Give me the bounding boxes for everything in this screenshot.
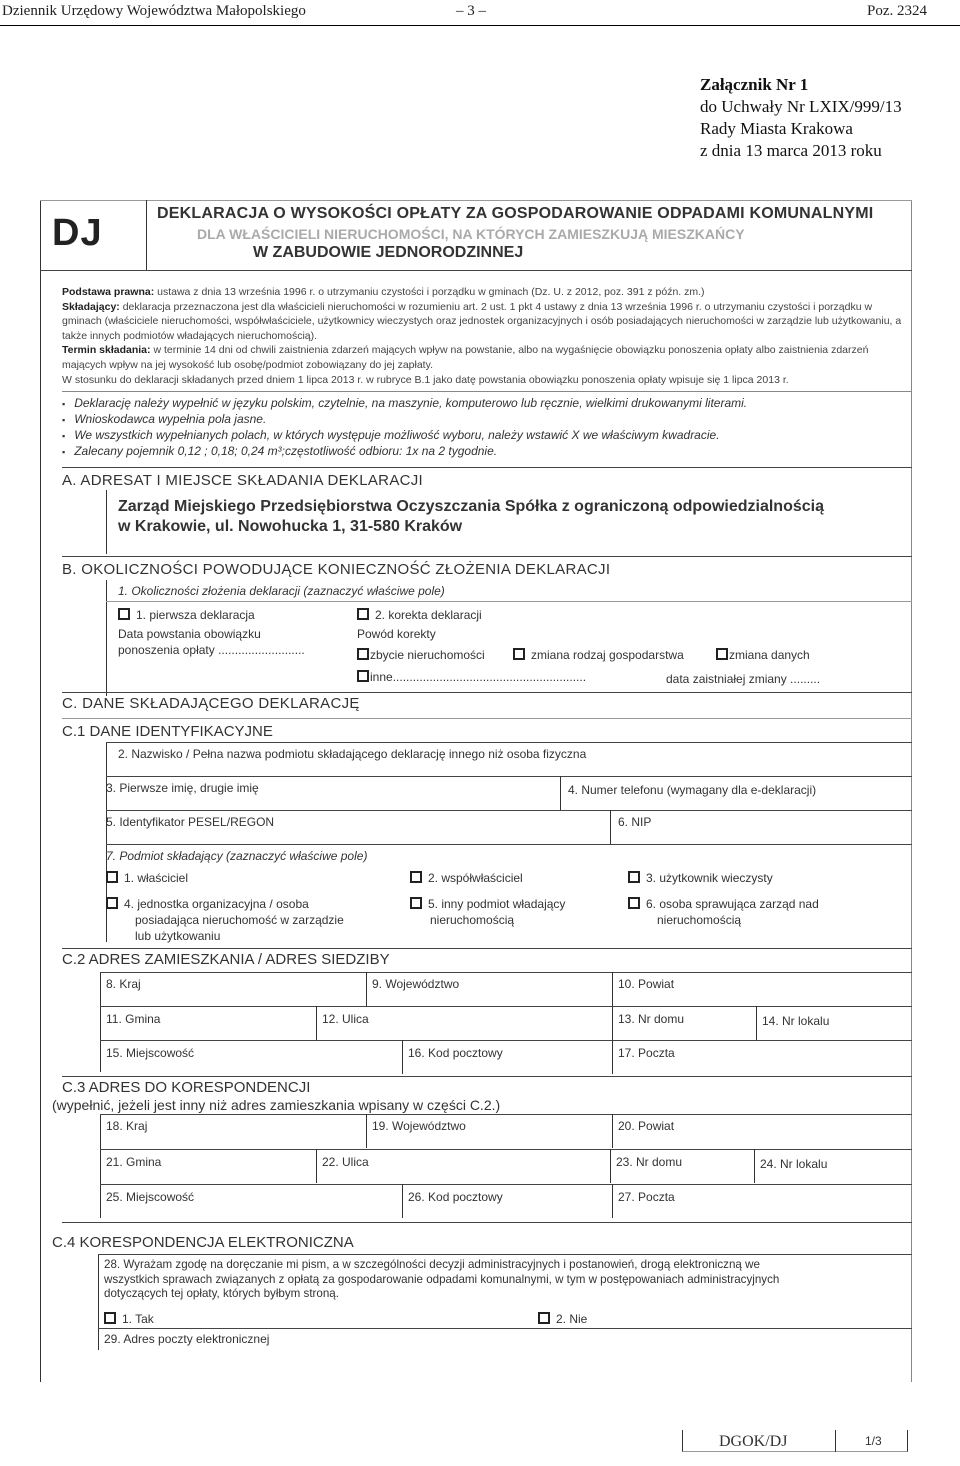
form-title: DEKLARACJA O WYSOKOŚCI OPŁATY ZA GOSPODAROWANIE ODPADAMI KOMUNALNYMI DLA WŁAŚCICIELI NIERUCHOMOŚCI, NA KTÓRYCH ZAMIESZKUJĄ MIESZKAŃCY W ZABUDOWIE JEDNORODZINNEJ [157,205,874,261]
circumstances-label: 1. Okoliczności złożenia deklaracji (zaznaczyć właściwe pole) [118,584,445,598]
street-field[interactable]: 12. Ulica [322,1012,369,1026]
commune-field[interactable]: 11. Gmina [106,1012,161,1026]
country-field[interactable]: 8. Kraj [106,977,141,991]
checkbox[interactable] [716,648,728,660]
other-option[interactable]: inne.......................................................... [357,670,586,684]
checkbox[interactable] [628,871,640,883]
co-owner-option[interactable]: 2. współwłaściciel [410,871,523,885]
checkbox[interactable] [513,648,525,660]
instruction-item: ▪ We wszystkich wypełnianych polach, w których występuje możliwość wyboru, należy wstawić X we właściwym kwadracie. [62,428,882,444]
household-type-option[interactable]: zmiana rodzaj gospodarstwa [513,648,684,662]
corr-county-field[interactable]: 20. Powiat [618,1119,675,1133]
nip-field[interactable]: 6. NIP [618,815,652,829]
change-date-field[interactable]: data zaistniałej zmiany ......... [666,672,821,686]
checkbox[interactable] [538,1312,550,1324]
section-c3-heading: C.3 ADRES DO KORESPONDENCJI [62,1079,311,1096]
city-field[interactable]: 15. Miejscowość [106,1046,195,1060]
sheet-number: 1/3 [865,1434,882,1448]
council-line: Rady Miasta Krakowa [700,119,853,138]
pesel-regon-field[interactable]: 5. Identyfikator PESEL/REGON [106,815,275,829]
voivodeship-field[interactable]: 9. Województwo [372,977,460,991]
attachment-block [700,74,902,162]
checkbox[interactable] [106,871,118,883]
resolution-line: do Uchwały Nr LXIX/999/13 [700,97,902,116]
position-number: Poz. 2324 [867,3,927,19]
checkbox[interactable] [410,871,422,883]
other-entity-option[interactable]: 5. inny podmiot władający nieruchomością [410,896,565,928]
form-code: DJ [52,212,103,254]
checkbox[interactable] [628,897,640,909]
instruction-item: ▪ Wnioskodawca wypełnia pola jasne. [62,412,882,428]
checkbox[interactable] [118,608,130,620]
correspondence-note: (wypełnić, jeżeli jest inny niż adres zamieszkania wpisany w części C.2.) [52,1097,501,1113]
section-a-heading: A. ADRESAT I MIEJSCE SKŁADANIA DEKLARACJI [62,472,424,489]
section-c1-heading: C.1 DANE IDENTYFIKACYJNE [62,723,273,740]
e-delivery-consent: 28. Wyrażam zgodę na doręczanie mi pism, a w szczególności decyzji administracyjnych i postanowień, drogą elektroniczną we wszystkich sprawach związanych z opłatą za gospodarowanie odpadami komunalnymi, w tym w postępowaniach administracyjnych dotyczących tej opłaty, których byłbym stroną. [104,1258,780,1300]
instruction-item: ▪ Zalecany pojemnik 0,12 ; 0,18; 0,24 m³;częstotliwość odbioru: 1x na 2 tygodnie. [62,444,882,460]
perpetual-user-option[interactable]: 3. użytkownik wieczysty [628,871,773,885]
email-field[interactable]: 29. Adres poczty elektronicznej [104,1332,270,1346]
corr-postal-code-field[interactable]: 26. Kod pocztowy [408,1190,503,1204]
owner-option[interactable]: 1. właściciel [106,871,188,885]
corr-apartment-number-field[interactable]: 24. Nr lokalu [760,1157,828,1171]
checkbox[interactable] [357,648,369,660]
apartment-number-field[interactable]: 14. Nr lokalu [762,1014,830,1028]
section-c-heading: C. DANE SKŁADAJĄCEGO DEKLARACJĘ [62,695,360,712]
checkbox[interactable] [357,670,369,682]
post-office-field[interactable]: 17. Poczta [618,1046,675,1060]
section-b-heading: B. OKOLICZNOŚCI POWODUJĄCE KONIECZNOŚĆ ZŁOŻENIA DEKLARACJI [62,561,611,578]
postal-code-field[interactable]: 16. Kod pocztowy [408,1046,503,1060]
corr-commune-field[interactable]: 21. Gmina [106,1155,162,1169]
section-c2-heading: C.2 ADRES ZAMIESZKANIA / ADRES SIEDZIBY [62,951,390,968]
first-name-field[interactable]: 3. Pierwsze imię, drugie imię [106,781,259,795]
checkbox[interactable] [106,897,118,909]
date-line: z dnia 13 marca 2013 roku [700,141,882,160]
corr-country-field[interactable]: 18. Kraj [106,1119,148,1133]
county-field[interactable]: 10. Powiat [618,977,675,991]
corr-voivodeship-field[interactable]: 19. Województwo [372,1119,466,1133]
page-number: – 3 – [456,3,486,19]
house-number-field[interactable]: 13. Nr domu [618,1012,685,1026]
corr-city-field[interactable]: 25. Miejscowość [106,1190,195,1204]
checkbox[interactable] [357,608,369,620]
first-declaration-option[interactable]: 1. pierwsza deklaracja [118,608,255,622]
journal-title: Dziennik Urzędowy Województwa Małopolskiego [2,3,306,19]
obligation-date-field[interactable]: Data powstania obowiązku ponoszenia opłaty .......................... [118,627,305,657]
instruction-item: ▪ Deklarację należy wypełnić w języku polskim, czytelnie, na maszynie, komputerowo lub ręcznie, wielkimi drukowanymi literami. [62,396,882,412]
manager-option[interactable]: 6. osoba sprawująca zarząd nad nieruchomością [628,896,819,928]
corr-post-office-field[interactable]: 27. Poczta [618,1190,675,1204]
consent-no-option[interactable]: 2. Nie [538,1312,587,1326]
checkbox[interactable] [410,897,422,909]
correction-reason-label: Powód korekty [357,627,436,641]
consent-yes-option[interactable]: 1. Tak [104,1312,154,1326]
submitter-type-label: 7. Podmiot składający (zaznaczyć właściwe pole) [106,849,368,863]
checkbox[interactable] [104,1312,116,1324]
corr-street-field[interactable]: 22. Ulica [322,1155,369,1169]
addressee: Zarząd Miejskiego Przedsiębiorstwa Oczyszczania Spółka z ograniczoną odpowiedzialnością w Krakowie, ul. Nowohucka 1, 31-580 Kraków [118,498,824,535]
corr-house-number-field[interactable]: 23. Nr domu [616,1155,683,1169]
page-header [0,0,960,26]
organization-option[interactable]: 4. jednostka organizacyjna / osoba posiadająca nieruchomość w zarządzie lub użytkowaniu [106,896,344,944]
sale-option[interactable]: zbycie nieruchomości [357,648,485,662]
form-footer [682,1430,908,1452]
name-field[interactable]: 2. Nazwisko / Pełna nazwa podmiotu składającego deklarację innego niż osoba fizyczna [118,747,587,761]
instructions-list [62,396,882,460]
correction-option[interactable]: 2. korekta deklaracji [357,608,482,622]
attachment-title: Załącznik Nr 1 [700,75,809,94]
section-c4-heading: C.4 KORESPONDENCJA ELEKTRONICZNA [52,1234,354,1251]
legal-info: Podstawa prawna: ustawa z dnia 13 września 1996 r. o utrzymaniu czystości i porządku w gminach (Dz. U. z 2012, poz. 391 z późn. zm.) Składający: deklaracja przeznaczona jest dla właścicieli nieruchomości w rozumieniu art. 2 ust. 1 pkt 4 ustawy z dnia 13 września 1996 r. o utrzymaniu czystości i porządku w gminach (właściciele nieruchomości, współwłaściciele, użytkownicy wieczystych oraz jednostek organizacyjnych i osób posiadających nieruchomości w zarządzie lub użytkowaniu, a także innych podmiotów władających nieruchomością). Termin składania: w terminie 14 dni od chwili zaistnienia zdarzeń mających wpływ na powstanie, albo na wygaśnięcie obowiązku ponoszenia opłaty albo zaistnienia zdarzeń mających wpływ na jej wysokość lub osobę/podmiot zobowiązany do jej zapłaty. W stosunku do deklaracji składanych przed dniem 1 lipca 2013 r. w rubryce B.1 jako datę powstania obowiązku ponoszenia opłaty wpisuje się 1 lipca 2013 r. [62,286,902,386]
form-code-footer: DGOK/DJ [719,1433,788,1450]
data-change-option[interactable]: zmiana danych [716,648,810,662]
phone-field[interactable]: 4. Numer telefonu (wymagany dla e-deklaracji) [568,783,817,797]
